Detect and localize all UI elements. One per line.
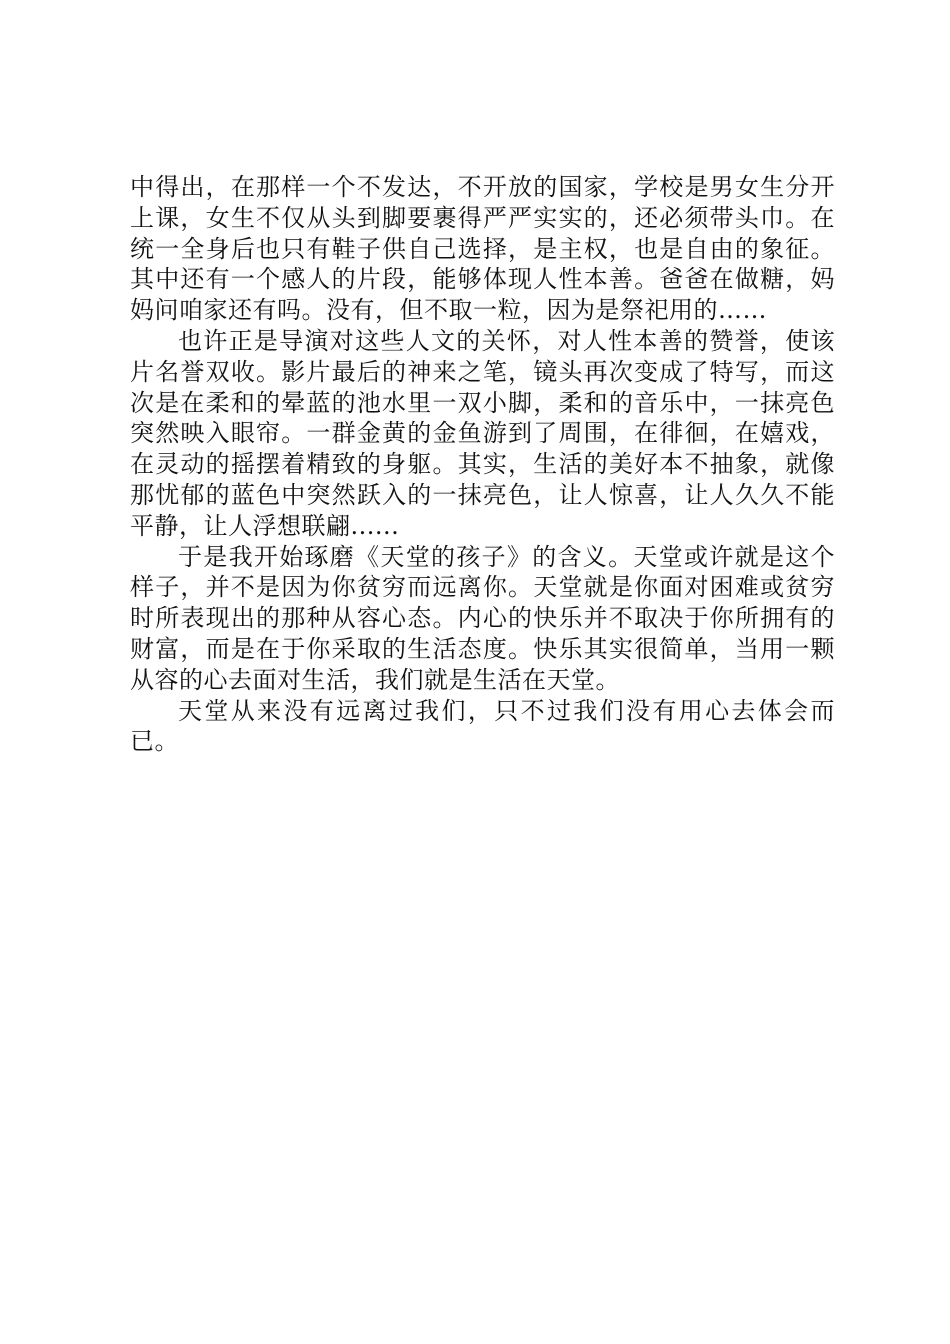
paragraph-conclusion: 天堂从来没有远离过我们，只不过我们没有用心去体会而已。 xyxy=(130,696,835,756)
document-body xyxy=(130,172,835,757)
paragraph-ending-scene: 也许正是导演对这些人文的关怀，对人性本善的赞誉，使该片名誉双收。影片最后的神来之笔，镜头再次变成了特写，而这次是在柔和的晕蓝的池水里一双小脚，柔和的音乐中，一抹亮色突然映入眼帘。一群金黄的金鱼游到了周围，在徘徊，在嬉戏，在灵动的摇摆着精致的身躯。其实，生活的美好本不抽象，就像那忧郁的蓝色中突然跃入的一抹亮色，让人惊喜，让人久久不能平静，让人浮想联翩...... xyxy=(130,326,835,540)
paragraph-continued: 中得出，在那样一个不发达，不开放的国家，学校是男女生分开上课，女生不仅从头到脚要裹得严严实实的，还必须带头巾。在统一全身后也只有鞋子供自己选择，是主权，也是自由的象征。其中还有一个感人的片段，能够体现人性本善。爸爸在做糖，妈妈问咱家还有吗。没有，但不取一粒，因为是祭祀用的…… xyxy=(130,173,835,325)
paragraph-meaning-of-heaven: 于是我开始琢磨《天堂的孩子》的含义。天堂或许就是这个样子，并不是因为你贫穷而远离你。天堂就是你面对困难或贫穷时所表现出的那种从容心态。内心的快乐并不取决于你所拥有的财富，而是在于你采取的生活态度。快乐其实很简单，当用一颗从容的心去面对生活，我们就是生活在天堂。 xyxy=(130,542,835,694)
